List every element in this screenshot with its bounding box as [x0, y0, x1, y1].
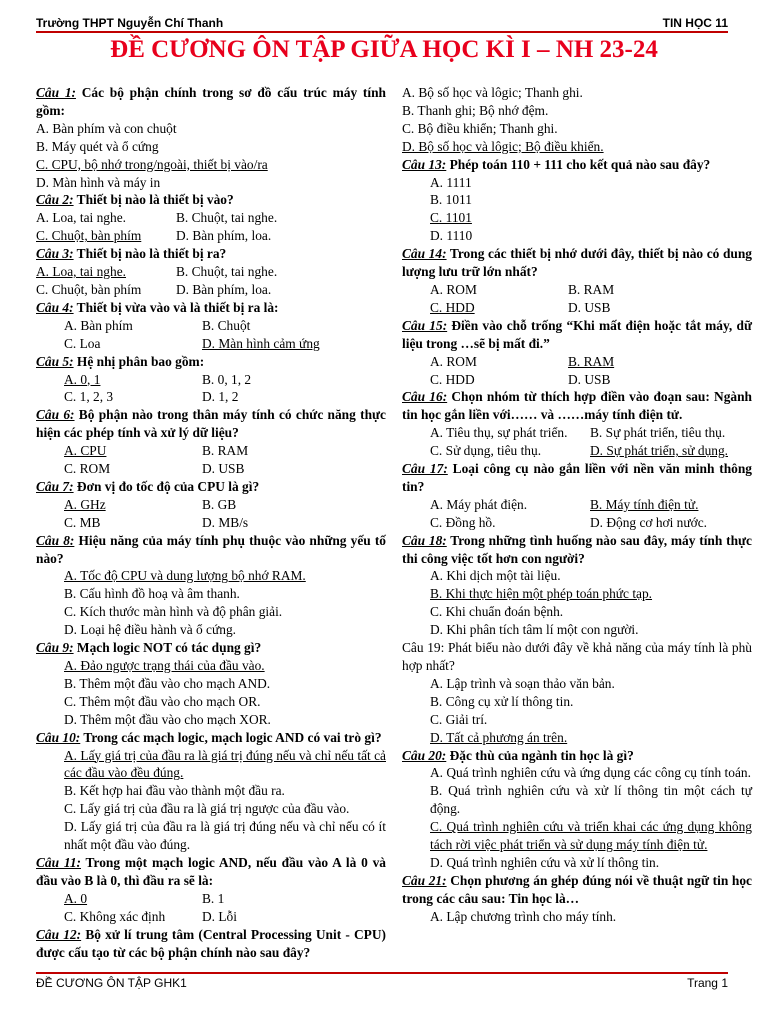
right-column [402, 84, 752, 926]
subject-name: TIN HỌC 11 [662, 16, 728, 30]
option-b-answer: B. Khi thực hiện một phép toán phức tạp. [430, 586, 653, 602]
options-row [402, 371, 752, 389]
option-a-answer: A. Tốc độ CPU và dung lượng bộ nhớ RAM. [64, 568, 306, 584]
option-b: B. GB [202, 496, 237, 512]
header-rule [36, 31, 728, 33]
option-a: A. Tiêu thụ, sự phát triển. [430, 425, 568, 441]
option-a: A. Bàn phím [64, 317, 133, 333]
option-a-answer: A. 0, 1 [64, 371, 101, 387]
option-b: B. Cấu hình đồ hoạ và âm thanh. [64, 586, 240, 602]
option-c-answer: C. Chuột, bàn phím [36, 228, 142, 244]
option-d-answer: D. Tất cả phương án trên. [430, 729, 568, 745]
option-a: A. Bàn phím và con chuột [36, 120, 177, 136]
option-b: B. Chuột, tai nghe. [176, 210, 278, 226]
options-row [402, 442, 752, 460]
option-a-answer: A. Loa, tai nghe. [36, 264, 126, 280]
question-13: Câu 13: Phép toán 110 + 111 cho kết quả nào sau đây? [402, 156, 711, 172]
question-9: Câu 9: Mạch logic NOT có tác dụng gì? [36, 640, 262, 656]
question-16: Câu 16: Chọn nhóm từ thích hợp điền vào đoạn sau: Ngành tin học gắn liền với…… và ……máy tính điện tử. [402, 389, 752, 423]
options-row [36, 514, 386, 532]
option-a: A. 1111 [430, 174, 472, 190]
option-d: D. Bàn phím, loa. [176, 281, 272, 297]
option-d-answer: D. Màn hình cảm ứng [202, 335, 320, 351]
option-a-answer: A. Lấy giá trị của đầu ra là giá trị đúng nếu và chỉ nếu tất cả các đầu vào đều đúng. [64, 747, 386, 781]
option-b: B. 1011 [430, 192, 472, 208]
question-20: Câu 20: Đặc thù của ngành tin học là gì? [402, 747, 634, 763]
option-a-answer: A. CPU [64, 443, 107, 459]
option-c: C. 1, 2, 3 [64, 389, 114, 405]
options-row [402, 353, 752, 371]
option-c: C. Loa [64, 335, 101, 351]
options-row [36, 209, 386, 227]
option-b: B. 0, 1, 2 [202, 371, 252, 387]
option-c: C. Giải trí. [430, 711, 488, 727]
option-d-answer: D. Bộ số học và lôgic; Bộ điều khiển. [402, 138, 604, 154]
page-number: Trang 1 [687, 976, 728, 990]
option-a: A. Bộ số học và lôgic; Thanh ghi. [402, 85, 583, 100]
option-c: C. Đồng hồ. [430, 514, 496, 530]
question-7: Câu 7: Đơn vị đo tốc độ của CPU là gì? [36, 478, 260, 494]
question-11: Câu 11: Trong một mạch logic AND, nếu đầu vào A là 0 và đầu vào B là 0, thì đầu ra sẽ là: [36, 854, 386, 888]
option-d: D. 1, 2 [202, 389, 239, 405]
option-a: A. Lập trình và soạn thảo văn bản. [430, 675, 615, 691]
left-column [36, 84, 386, 961]
option-c: C. Không xác định [64, 908, 166, 924]
options-row [36, 335, 386, 353]
option-b: B. Chuột [202, 317, 251, 333]
option-c-answer: C. 1101 [430, 210, 472, 226]
option-a: A. Quá trình nghiên cứu và ứng dụng các công cụ tính toán. [430, 765, 751, 781]
option-b-answer: B. RAM [568, 353, 615, 369]
options-row [402, 496, 752, 514]
option-b: B. Thêm một đầu vào cho mạch AND. [64, 675, 271, 691]
option-c: C. Lấy giá trị của đầu ra là giá trị ngược của đầu vào. [64, 801, 350, 817]
option-c: C. HDD [430, 371, 475, 387]
option-c: C. Thêm một đầu vào cho mạch OR. [64, 693, 261, 709]
question-14: Câu 14: Trong các thiết bị nhớ dưới đây, thiết bị nào có dung lượng lưu trữ lớn nhất? [402, 246, 752, 280]
option-b: B. Quá trình nghiên cứu và xử lí thông tin một cách tự động. [430, 783, 752, 817]
option-a: A. Khi dịch một tài liệu. [430, 568, 561, 584]
option-b: B. Thanh ghi; Bộ nhớ đệm. [402, 102, 549, 118]
question-17: Câu 17: Loại công cụ nào gắn liền với nền văn minh thông tin? [402, 461, 752, 494]
question-19: Câu 19: Phát biểu nào dưới đây về khả năng của máy tính là phù hợp nhất? [402, 640, 752, 673]
question-18: Câu 18: Trong những tình huống nào sau đây, máy tính thực thi công việc tốt hơn con người? [402, 532, 752, 566]
options-row [36, 281, 386, 299]
option-a: A. Lập chương trình cho máy tính. [430, 908, 617, 924]
school-name: Trường THPT Nguyễn Chí Thanh [36, 16, 224, 30]
option-a-answer: A. 0 [64, 890, 88, 906]
options-row [36, 496, 386, 514]
option-c-answer: C. HDD [430, 299, 475, 315]
option-c-answer: C. Quá trình nghiên cứu và triển khai các ứng dụng không tách rời việc phát triển và sử dụng máy tính điện tử. [430, 819, 752, 853]
options-row [402, 424, 752, 442]
options-row [402, 281, 752, 299]
options-row [402, 514, 752, 532]
option-b: B. Máy quét và ổ cứng [36, 138, 159, 154]
options-row [36, 442, 386, 460]
option-c: C. Kích thước màn hình và độ phân giải. [64, 604, 283, 620]
options-row [36, 371, 386, 389]
option-a: A. ROM [430, 353, 477, 369]
option-c: C. MB [64, 514, 101, 530]
option-b-answer: B. Máy tính điện tử. [590, 496, 699, 512]
question-6: Câu 6: Bộ phận nào trong thân máy tính có chức năng thực hiện các phép tính và xử lý dữ liệu? [36, 407, 386, 441]
question-8: Câu 8: Hiệu năng của máy tính phụ thuộc vào những yếu tố nào? [36, 532, 386, 566]
option-d: D. Động cơ hơi nước. [590, 514, 708, 530]
options-row [402, 299, 752, 317]
option-c: C. ROM [64, 461, 111, 477]
option-d: D. USB [568, 299, 611, 315]
option-a: A. Máy phát điện. [430, 496, 528, 512]
options-row [36, 227, 386, 245]
option-a: A. ROM [430, 281, 477, 297]
option-b: B. RAM [202, 443, 249, 459]
options-row [36, 263, 386, 281]
option-b: B. Sự phát triển, tiêu thụ. [590, 425, 726, 441]
footer-title: ĐỀ CƯƠNG ÔN TẬP GHK1 [36, 976, 187, 990]
option-c: C. Khi chuẩn đoán bệnh. [430, 604, 564, 620]
option-d: D. Loại hệ điều hành và ổ cứng. [64, 622, 236, 638]
option-c: C. Chuột, bàn phím [36, 281, 142, 297]
option-d: D. 1110 [430, 228, 473, 244]
option-d: D. Thêm một đầu vào cho mạch XOR. [64, 711, 271, 727]
question-10: Câu 10: Trong các mạch logic, mạch logic AND có vai trò gì? [36, 729, 382, 745]
question-15: Câu 15: Điền vào chỗ trống “Khi mất điện hoặc tắt máy, dữ liệu trong …sẽ bị mất đi.” [402, 317, 752, 351]
question-5: Câu 5: Hệ nhị phân bao gồm: [36, 353, 205, 369]
question-21: Câu 21: Chọn phương án ghép đúng nói về thuật ngữ tin học trong các câu sau: Tin học là… [402, 872, 753, 906]
option-b: B. Chuột, tai nghe. [176, 264, 278, 280]
option-b: B. Kết hợp hai đầu vào thành một đầu ra. [64, 783, 285, 799]
option-a-answer: A. Đảo ngược trạng thái của đầu vào. [64, 658, 265, 673]
question-1: Câu 1: Các bộ phận chính trong sơ đồ cấu trúc máy tính gồm: [36, 85, 386, 118]
question-4: Câu 4: Thiết bị vừa vào và là thiết bị ra là: [36, 299, 279, 315]
options-row [36, 460, 386, 478]
option-a: A. Loa, tai nghe. [36, 210, 126, 226]
option-d: D. USB [202, 461, 245, 477]
question-2: Câu 2: Thiết bị nào là thiết bị vào? [36, 192, 234, 208]
option-a-answer: A. GHz [64, 496, 106, 512]
options-row [36, 890, 386, 908]
option-b: B. Công cụ xử lí thông tin. [430, 693, 574, 709]
options-row [36, 317, 386, 335]
question-12: Câu 12: Bộ xử lí trung tâm (Central Processing Unit - CPU) được cấu tạo từ các bộ phận chính nào sau đây? [36, 926, 386, 960]
options-row [36, 388, 386, 406]
option-b: B. 1 [202, 890, 225, 906]
question-3: Câu 3: Thiết bị nào là thiết bị ra? [36, 246, 227, 262]
options-row [36, 908, 386, 926]
option-d: D. MB/s [202, 514, 249, 530]
option-c: C. Bộ điều khiển; Thanh ghi. [402, 120, 558, 136]
option-d: D. USB [568, 371, 611, 387]
option-d: D. Lỗi [202, 908, 237, 924]
option-d: D. Lấy giá trị của đầu ra là giá trị đúng nếu và chỉ nếu có ít nhất một đầu vào đúng. [64, 819, 386, 853]
option-d: D. Bàn phím, loa. [176, 228, 272, 244]
option-c: C. Sử dụng, tiêu thụ. [430, 443, 542, 459]
option-c-answer: C. CPU, bộ nhớ trong/ngoài, thiết bị vào/ra [36, 156, 268, 172]
option-b: B. RAM [568, 281, 615, 297]
option-d: D. Khi phân tích tâm lí một con người. [430, 622, 639, 638]
option-d: D. Quá trình nghiên cứu và xử lí thông tin. [430, 854, 660, 870]
page-title: ĐỀ CƯƠNG ÔN TẬP GIỮA HỌC KÌ I – NH 23-24 [110, 36, 658, 63]
footer-rule [36, 972, 728, 974]
option-d-answer: D. Sự phát triển, sử dụng. [590, 443, 728, 459]
option-d: D. Màn hình và máy in [36, 174, 161, 190]
